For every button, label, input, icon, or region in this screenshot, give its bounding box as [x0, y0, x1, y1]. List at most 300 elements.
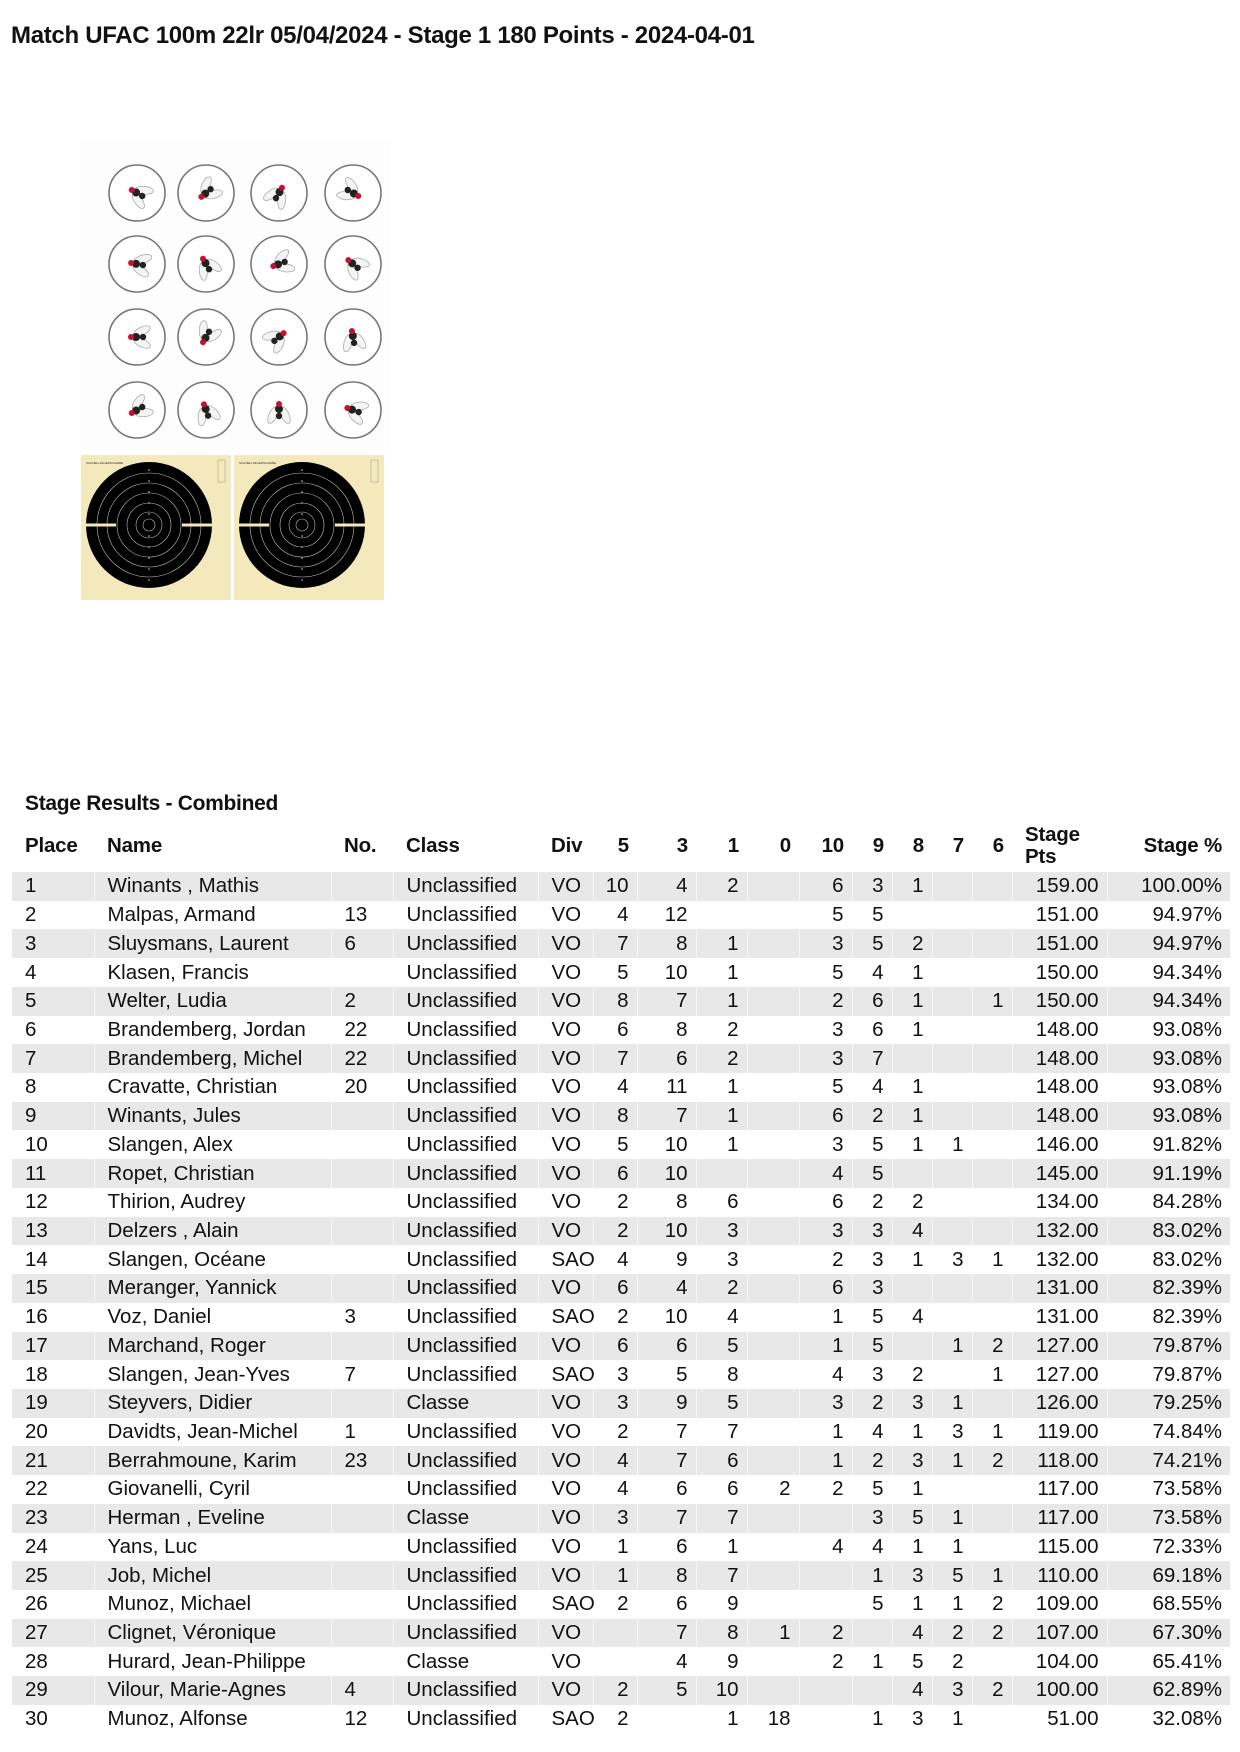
col-header-score-9[interactable]: 9 [872, 834, 884, 857]
cell-score-7 [932, 872, 972, 901]
cell-score-5: 10 [593, 872, 637, 901]
cell-score-8: 5 [892, 1647, 932, 1676]
cell-score-10 [799, 1590, 852, 1619]
cell-score-10: 4 [799, 1533, 852, 1562]
cell-score-3: 7 [637, 1418, 696, 1447]
table-row[interactable] [12, 1619, 1230, 1648]
cell-class: Unclassified [393, 901, 538, 930]
cell-score-6 [972, 1130, 1012, 1159]
cell-score-8 [892, 1044, 932, 1073]
cell-name: Welter, Ludia [94, 987, 331, 1016]
cell-score-10: 3 [799, 1016, 852, 1045]
col-header-stage-pts[interactable] [1012, 820, 1107, 872]
cell-score-0 [747, 987, 799, 1016]
cell-score-9: 5 [852, 1159, 892, 1188]
cell-class: Unclassified [393, 1360, 538, 1389]
cell-stage-pct: 93.08% [1107, 1044, 1230, 1073]
cell-stage-pts: 119.00 [1012, 1418, 1107, 1447]
col-header-name[interactable]: Name [107, 834, 163, 857]
cell-name: Vilour, Marie-Agnes [94, 1676, 331, 1705]
cell-score-1: 6 [696, 1446, 747, 1475]
cell-no [331, 1130, 393, 1159]
cell-stage-pts: 118.00 [1012, 1446, 1107, 1475]
cell-stage-pct: 82.39% [1107, 1303, 1230, 1332]
cell-score-0 [747, 1676, 799, 1705]
cell-score-1: 1 [696, 958, 747, 987]
cell-place: 1 [12, 872, 94, 901]
cell-class: Unclassified [393, 1332, 538, 1361]
cell-score-5: 3 [593, 1504, 637, 1533]
col-header-score-1[interactable]: 1 [727, 834, 739, 857]
cell-div: SAO [538, 1590, 593, 1619]
cell-score-3: 8 [637, 1188, 696, 1217]
cell-score-10: 2 [799, 987, 852, 1016]
table-row[interactable] [12, 1475, 1230, 1504]
cell-score-3: 5 [637, 1676, 696, 1705]
cell-score-7 [932, 1360, 972, 1389]
cell-score-7: 1 [932, 1504, 972, 1533]
cell-score-8 [892, 1332, 932, 1361]
cell-score-0 [747, 1303, 799, 1332]
results-table-body [12, 872, 1230, 1734]
cell-no [331, 1619, 393, 1648]
cell-div: VO [538, 1188, 593, 1217]
cell-score-9: 6 [852, 987, 892, 1016]
cell-no: 13 [331, 901, 393, 930]
cell-score-0 [747, 1446, 799, 1475]
col-header-place[interactable]: Place [25, 834, 78, 857]
cell-div: VO [538, 1418, 593, 1447]
cell-score-0: 18 [747, 1705, 799, 1734]
cell-score-1: 2 [696, 1044, 747, 1073]
cell-score-9: 1 [852, 1705, 892, 1734]
col-header-score-0[interactable]: 0 [779, 834, 791, 857]
cell-score-5: 2 [593, 1418, 637, 1447]
cell-stage-pct: 93.08% [1107, 1073, 1230, 1102]
cell-score-1: 2 [696, 872, 747, 901]
cell-score-9 [852, 1619, 892, 1648]
bullseye-target-icon [81, 455, 231, 600]
cell-stage-pts: 117.00 [1012, 1475, 1107, 1504]
table-row[interactable] [12, 1418, 1230, 1447]
cell-score-10: 4 [799, 1360, 852, 1389]
cell-score-3: 7 [637, 987, 696, 1016]
cell-score-6: 2 [972, 1446, 1012, 1475]
cell-class: Unclassified [393, 1590, 538, 1619]
cell-score-1: 1 [696, 987, 747, 1016]
cell-stage-pct: 72.33% [1107, 1533, 1230, 1562]
cell-class: Unclassified [393, 1475, 538, 1504]
cell-stage-pct: 67.30% [1107, 1619, 1230, 1648]
cell-score-10: 4 [799, 1159, 852, 1188]
cell-div: VO [538, 1159, 593, 1188]
cell-div: SAO [538, 1360, 593, 1389]
cell-score-10: 3 [799, 1130, 852, 1159]
cell-score-9: 5 [852, 1590, 892, 1619]
col-header-no[interactable]: No. [344, 834, 377, 857]
cell-score-6 [972, 1217, 1012, 1246]
cell-div: VO [538, 1102, 593, 1131]
cell-stage-pct: 91.19% [1107, 1159, 1230, 1188]
cell-stage-pts: 100.00 [1012, 1676, 1107, 1705]
cell-score-9: 4 [852, 1073, 892, 1102]
cell-div: VO [538, 1676, 593, 1705]
cell-stage-pct: 100.00% [1107, 872, 1230, 901]
cell-score-10: 1 [799, 1418, 852, 1447]
table-row[interactable] [12, 1044, 1230, 1073]
cell-score-6 [972, 1016, 1012, 1045]
cell-div: VO [538, 929, 593, 958]
cell-stage-pct: 74.21% [1107, 1446, 1230, 1475]
cell-stage-pct: 91.82% [1107, 1130, 1230, 1159]
cell-score-9: 1 [852, 1561, 892, 1590]
cell-score-6: 1 [972, 1418, 1012, 1447]
table-row[interactable] [12, 1389, 1230, 1418]
cell-score-9: 4 [852, 1533, 892, 1562]
table-row[interactable] [12, 1102, 1230, 1131]
cell-class: Unclassified [393, 929, 538, 958]
cell-place: 3 [12, 929, 94, 958]
cell-score-8: 2 [892, 929, 932, 958]
cell-score-5: 2 [593, 1676, 637, 1705]
table-row[interactable] [12, 1360, 1230, 1389]
cell-place: 29 [12, 1676, 94, 1705]
fly-target-icon [178, 309, 234, 365]
cell-stage-pct: 79.25% [1107, 1389, 1230, 1418]
cell-score-5 [593, 1619, 637, 1648]
cell-place: 19 [12, 1389, 94, 1418]
cell-score-8: 4 [892, 1619, 932, 1648]
cell-name: Delzers , Alain [94, 1217, 331, 1246]
table-row[interactable] [12, 1676, 1230, 1705]
cell-score-7: 1 [932, 1590, 972, 1619]
cell-score-9: 2 [852, 1188, 892, 1217]
cell-score-10: 5 [799, 958, 852, 987]
cell-score-3: 7 [637, 1619, 696, 1648]
cell-place: 20 [25, 1420, 48, 1444]
cell-name: Yans, Luc [94, 1533, 331, 1562]
cell-score-1: 6 [696, 1188, 747, 1217]
cell-score-9: 4 [852, 958, 892, 987]
table-row[interactable] [12, 1303, 1230, 1332]
fly-target-sheet-image [80, 140, 390, 450]
cell-stage-pct: 83.02% [1107, 1245, 1230, 1274]
cell-class: Classe [393, 1389, 538, 1418]
cell-score-0 [747, 1647, 799, 1676]
cell-score-6: 2 [972, 1590, 1012, 1619]
cell-score-5: 5 [593, 1130, 637, 1159]
cell-score-8: 1 [892, 1073, 932, 1102]
cell-score-7 [932, 901, 972, 930]
cell-score-6: 1 [972, 1561, 1012, 1590]
cell-score-6 [972, 1705, 1012, 1734]
col-header-div[interactable]: Div [551, 834, 583, 857]
cell-class: Unclassified [393, 987, 538, 1016]
cell-name: Hurard, Jean-Philippe [94, 1647, 331, 1676]
table-row[interactable] [12, 1016, 1230, 1045]
cell-score-8: 3 [892, 1389, 932, 1418]
cell-score-5: 7 [593, 1044, 637, 1073]
cell-no [331, 1647, 393, 1676]
cell-name: Cravatte, Christian [94, 1073, 331, 1102]
cell-name: Berrahmoune, Karim [94, 1446, 331, 1475]
cell-stage-pct: 79.87% [1107, 1332, 1230, 1361]
cell-score-5: 1 [593, 1533, 637, 1562]
fly-target-icon [325, 236, 381, 292]
cell-no: 12 [331, 1705, 393, 1734]
cell-score-6 [972, 1073, 1012, 1102]
cell-stage-pct: 73.58% [1107, 1504, 1230, 1533]
cell-score-0 [747, 872, 799, 901]
table-row[interactable] [12, 1647, 1230, 1676]
cell-score-3: 6 [637, 1475, 696, 1504]
cell-stage-pts: 132.00 [1012, 1217, 1107, 1246]
cell-div: SAO [538, 1705, 593, 1734]
cell-score-8: 3 [892, 1446, 932, 1475]
cell-score-7 [932, 1044, 972, 1073]
cell-score-10: 5 [799, 901, 852, 930]
cell-score-8: 1 [892, 1130, 932, 1159]
cell-stage-pct: 69.18% [1107, 1561, 1230, 1590]
cell-score-0 [747, 1533, 799, 1562]
cell-class: Classe [393, 1504, 538, 1533]
cell-stage-pts: 148.00 [1012, 1044, 1107, 1073]
cell-score-6 [972, 1274, 1012, 1303]
cell-score-8: 5 [892, 1504, 932, 1533]
cell-score-7: 1 [932, 1332, 972, 1361]
cell-score-7: 1 [932, 1533, 972, 1562]
cell-score-6: 2 [972, 1676, 1012, 1705]
cell-score-3: 10 [637, 1217, 696, 1246]
cell-score-9: 3 [852, 1245, 892, 1274]
cell-score-0: 2 [747, 1475, 799, 1504]
cell-score-8: 1 [892, 1475, 932, 1504]
cell-div: VO [538, 1446, 593, 1475]
table-row[interactable] [12, 1073, 1230, 1102]
col-header-score-7[interactable]: 7 [952, 834, 964, 857]
cell-score-10: 2 [799, 1619, 852, 1648]
cell-div: VO [538, 1217, 593, 1246]
cell-div: VO [538, 1533, 593, 1562]
cell-div: SAO [538, 1303, 593, 1332]
cell-place: 21 [12, 1446, 94, 1475]
cell-no: 4 [331, 1676, 393, 1705]
cell-score-9: 3 [852, 1360, 892, 1389]
table-row[interactable] [12, 1274, 1230, 1303]
cell-place: 5 [12, 987, 94, 1016]
cell-stage-pts: 117.00 [1012, 1504, 1107, 1533]
cell-place: 17 [12, 1332, 94, 1361]
cell-score-0 [747, 1188, 799, 1217]
cell-place: 16 [25, 1305, 48, 1329]
cell-score-6 [972, 1102, 1012, 1131]
cell-score-10: 1 [799, 1332, 852, 1361]
cell-score-3: 5 [637, 1360, 696, 1389]
cell-score-9: 5 [852, 901, 892, 930]
cell-div: VO [538, 1044, 593, 1073]
cell-score-0 [747, 1360, 799, 1389]
cell-score-6 [972, 1533, 1012, 1562]
cell-score-1: 3 [696, 1245, 747, 1274]
cell-name: Thirion, Audrey [94, 1188, 331, 1217]
stage-results-table [12, 820, 1230, 1734]
table-row[interactable] [12, 901, 1230, 930]
cell-score-3: 11 [637, 1073, 696, 1102]
cell-place: 27 [12, 1619, 94, 1648]
cell-score-1: 4 [696, 1303, 747, 1332]
cell-score-6 [972, 929, 1012, 958]
cell-score-8: 4 [892, 1676, 932, 1705]
cell-score-0 [747, 1245, 799, 1274]
table-row[interactable] [12, 1332, 1230, 1361]
table-row[interactable] [12, 929, 1230, 958]
cell-score-10: 1 [799, 1303, 852, 1332]
table-row[interactable] [12, 1705, 1230, 1734]
cell-score-5: 2 [593, 1217, 637, 1246]
cell-stage-pct: 82.39% [1107, 1274, 1230, 1303]
cell-class: Unclassified [393, 1016, 538, 1045]
cell-div: VO [538, 901, 593, 930]
cell-name: Davidts, Jean-Michel [94, 1418, 331, 1447]
cell-score-1: 8 [696, 1619, 747, 1648]
cell-score-0 [747, 1332, 799, 1361]
cell-score-0 [747, 1418, 799, 1447]
cell-no: 20 [331, 1073, 393, 1102]
cell-score-0: 1 [747, 1619, 799, 1648]
cell-score-1: 2 [696, 1016, 747, 1045]
cell-no: 23 [331, 1446, 393, 1475]
cell-class: Unclassified [393, 1303, 538, 1332]
fly-target-icon [109, 236, 165, 292]
cell-place: 28 [25, 1649, 48, 1673]
cell-score-6 [972, 1159, 1012, 1188]
cell-place: 9 [12, 1102, 94, 1131]
table-row[interactable] [12, 872, 1230, 901]
cell-score-7: 3 [932, 1245, 972, 1274]
cell-score-3: 6 [637, 1590, 696, 1619]
table-row[interactable] [12, 1159, 1230, 1188]
cell-score-8: 1 [892, 987, 932, 1016]
cell-stage-pts: 127.00 [1012, 1360, 1107, 1389]
cell-name: Meranger, Yannick [94, 1274, 331, 1303]
cell-score-0 [747, 1159, 799, 1188]
cell-place: 25 [12, 1561, 94, 1590]
cell-score-0 [747, 1389, 799, 1418]
table-row[interactable] [12, 1217, 1230, 1246]
cell-score-3: 4 [637, 1647, 696, 1676]
cell-div: VO [538, 1647, 593, 1676]
cell-score-1: 1 [696, 1533, 747, 1562]
fly-target-icon [178, 236, 234, 292]
cell-stage-pts: 145.00 [1012, 1159, 1107, 1188]
cell-place: 24 [25, 1534, 48, 1558]
cell-place: 10 [25, 1132, 48, 1156]
cell-score-5: 8 [593, 987, 637, 1016]
cell-name: Ropet, Christian [94, 1159, 331, 1188]
cell-stage-pct: 84.28% [1107, 1188, 1230, 1217]
cell-class: Unclassified [393, 872, 538, 901]
cell-score-6 [972, 958, 1012, 987]
cell-score-0 [747, 929, 799, 958]
cell-place: 11 [12, 1159, 94, 1188]
cell-score-0 [747, 1217, 799, 1246]
cell-score-10 [799, 1561, 852, 1590]
cell-score-3: 8 [637, 929, 696, 958]
col-header-score-8[interactable]: 8 [912, 834, 924, 857]
cell-name: Herman , Eveline [94, 1504, 331, 1533]
cell-score-7 [932, 1217, 972, 1246]
fly-target-icon [325, 165, 381, 221]
cell-stage-pts: 131.00 [1012, 1274, 1107, 1303]
cell-score-7 [932, 1159, 972, 1188]
col-header-score-3[interactable]: 3 [676, 834, 688, 857]
col-header-score-10[interactable]: 10 [821, 834, 844, 857]
col-header-stage-pct[interactable]: Stage % [1143, 834, 1222, 857]
table-row[interactable] [12, 1130, 1230, 1159]
cell-score-7: 1 [932, 1705, 972, 1734]
cell-class: Unclassified [393, 1073, 538, 1102]
cell-score-3: 8 [637, 1561, 696, 1590]
cell-score-9: 7 [852, 1044, 892, 1073]
cell-score-8: 1 [892, 1418, 932, 1447]
cell-score-8: 1 [892, 1590, 932, 1619]
cell-score-9: 5 [852, 1332, 892, 1361]
cell-score-7 [932, 929, 972, 958]
cell-no [331, 1102, 393, 1131]
table-row[interactable] [12, 1533, 1230, 1562]
cell-no [331, 1245, 393, 1274]
table-row[interactable] [12, 1504, 1230, 1533]
cell-score-0 [747, 1590, 799, 1619]
cell-score-6 [972, 1044, 1012, 1073]
cell-score-1: 2 [696, 1274, 747, 1303]
table-row[interactable] [12, 1188, 1230, 1217]
table-row[interactable] [12, 1561, 1230, 1590]
cell-score-8: 4 [892, 1217, 932, 1246]
cell-name: Malpas, Armand [94, 901, 331, 930]
table-row[interactable] [12, 1446, 1230, 1475]
cell-score-9: 5 [852, 1303, 892, 1332]
cell-score-9: 4 [852, 1418, 892, 1447]
cell-place: 6 [25, 1017, 37, 1041]
table-row[interactable] [12, 958, 1230, 987]
col-header-score-5[interactable]: 5 [617, 834, 629, 857]
cell-score-10: 5 [799, 1073, 852, 1102]
fly-target-icon [251, 382, 307, 438]
table-row[interactable] [12, 1590, 1230, 1619]
cell-place: 14 [25, 1247, 48, 1271]
cell-score-9: 1 [852, 1647, 892, 1676]
cell-stage-pct: 73.58% [1107, 1475, 1230, 1504]
fly-target-icon [178, 165, 234, 221]
cell-score-0 [747, 1044, 799, 1073]
cell-no: 3 [331, 1303, 393, 1332]
table-row[interactable] [12, 987, 1230, 1016]
cell-score-9: 5 [852, 1475, 892, 1504]
cell-score-5: 6 [593, 1159, 637, 1188]
cell-score-5: 4 [593, 901, 637, 930]
col-header-class[interactable]: Class [406, 834, 460, 857]
cell-stage-pts: 148.00 [1012, 1073, 1107, 1102]
cell-score-1: 1 [696, 1705, 747, 1734]
cell-score-0 [747, 1073, 799, 1102]
table-row[interactable] [12, 1245, 1230, 1274]
cell-no [331, 1274, 393, 1303]
cell-score-7 [932, 1188, 972, 1217]
cell-score-9: 6 [852, 1016, 892, 1045]
cell-place: 7 [12, 1044, 94, 1073]
col-header-score-6[interactable]: 6 [992, 834, 1004, 857]
